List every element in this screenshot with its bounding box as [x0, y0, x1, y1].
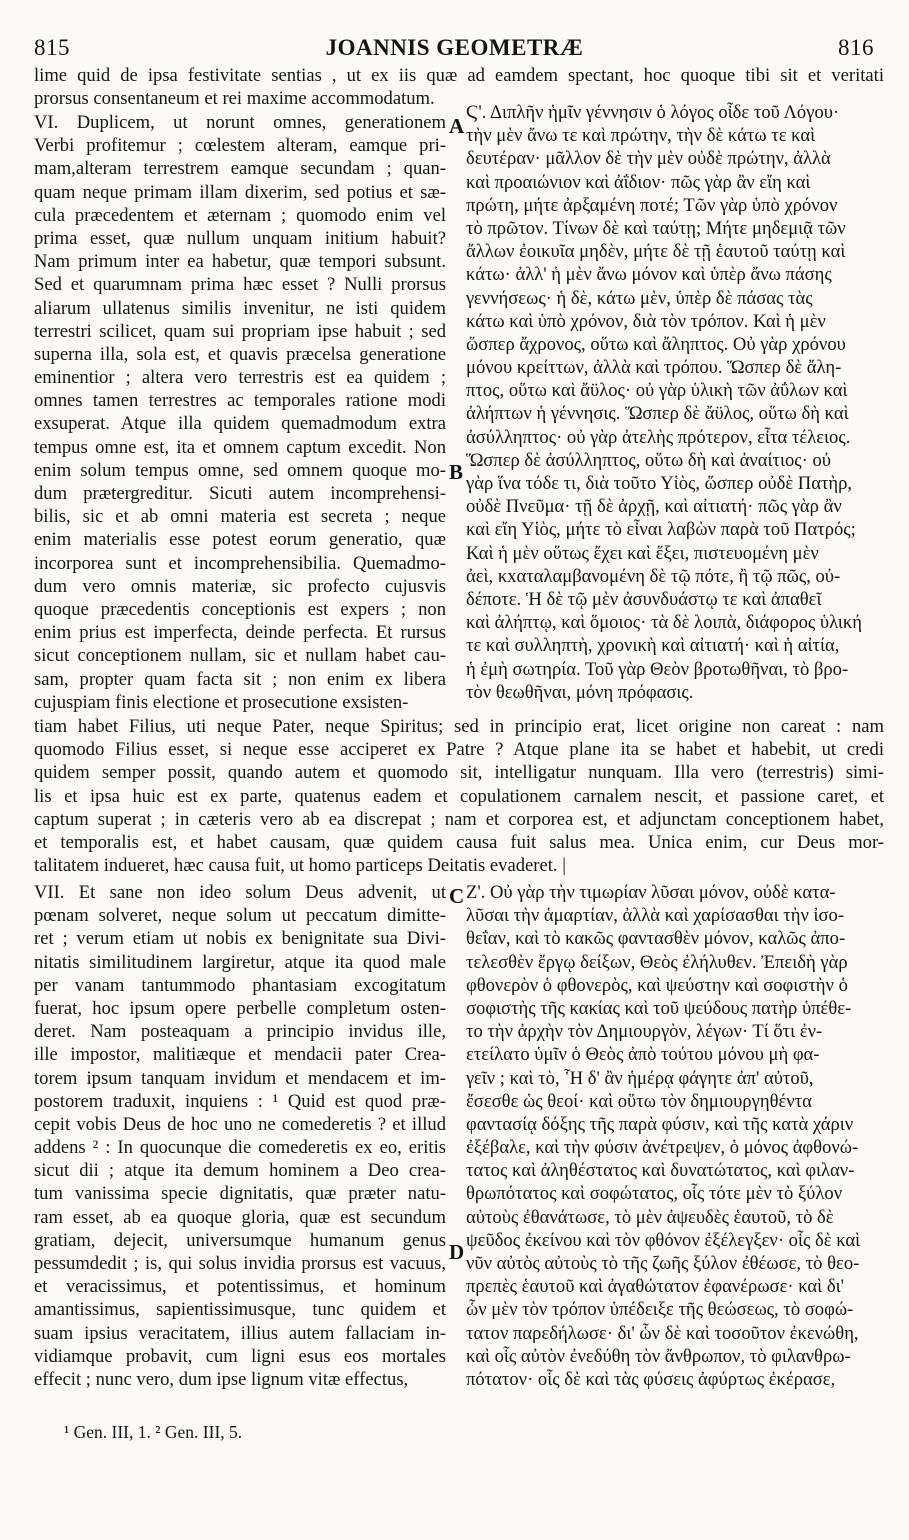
- text-line: dum prætergreditur. Sicuti autem incomprehensi-: [34, 483, 446, 504]
- text-line: Sed et quarumnam prima hæc esset ? Nulli prorsus: [34, 274, 446, 296]
- text-line: gratiam, dejecit, universumque humanum genus: [34, 1229, 446, 1251]
- text-line: talitatem indueret, hæc causa fuit, ut homo particeps Deitatis evaderet. |: [34, 855, 566, 877]
- section-6-greek-column: [466, 101, 884, 704]
- text-line: per vanam tantummodo phantasiam excogitatum: [34, 974, 446, 996]
- text-line: ἀεὶ, κxαταλαμβανομένη δὲ τῷ πότε, ἢ τῷ πῶς, οὐ-: [466, 565, 841, 587]
- text-line: lis et ipsa huic est ex parte, quatenus eadem et copulationem carnalem nescit, et passione caret, et: [34, 785, 884, 807]
- text-line: τατος καὶ ἀληθέστατος καὶ δυνατώτατος, καὶ φιλαν-: [466, 1160, 855, 1182]
- text-line: suam ipsius veracitatem, illius autem fallaciam in-: [34, 1322, 446, 1344]
- text-line: et temporalis est, et habet causam, quæ quidem causa fuit salus mea. Unica enim, cur Deus mor-: [34, 831, 884, 853]
- text-line: Καὶ ἡ μὲν οὕτως ἔχει καὶ ἕξει, πιστευομένη μὲν: [466, 542, 819, 564]
- text-line: prorsus consentaneum et rei maxime accommodatum.: [34, 88, 435, 110]
- text-line: ram esset, ab ea quoque gloria, quæ est secundum: [34, 1206, 446, 1228]
- text-line: enim prius est imperfecta, deinde perfecta. Et rursus: [34, 622, 446, 644]
- text-line: ἀλήπτων ἡ γέννησις. Ὥσπερ δὲ ἄϋλος, οὕτω δὴ καὶ: [466, 403, 849, 425]
- text-line: tempus omne est, ita et omnem captum excedit. Non: [34, 436, 446, 458]
- margin-letter-c: C: [449, 884, 465, 908]
- text-line: amantissimus, sapientissimusque, tunc quidem et: [34, 1299, 446, 1321]
- text-line: πτος, οὕτω καὶ ἄϋλος· οὐ γὰρ ὑλικὴ τῶν ἀΰλων καὶ: [466, 380, 848, 402]
- text-line: aliarum ullatenus similis invenitur, ne isti quidem: [34, 297, 446, 319]
- text-line: τελεσθὲν ἔργῳ δείξων, Θεὸς ἐλήλυθεν. Ἐπειδὴ γὰρ: [466, 951, 848, 973]
- page-number-right: 816: [838, 35, 874, 60]
- section-6-latin-column: [34, 111, 446, 714]
- text-line: γεννήσεως· ἡ δὲ, κάτω μὲν, ὑπὲρ δὲ πάσας τὰς: [466, 287, 813, 309]
- text-line: τὸν θεωθῆναι, μόνη πρόφασις.: [466, 681, 694, 703]
- text-line: καὶ προαιώνιον καὶ ἀΐδιον· πῶς γὰρ ἂν εἴη καὶ: [466, 171, 811, 193]
- text-line: ἔσεσθε ὡς θεοί· καὶ οὕτω τὸν δημιουργηθέντα: [466, 1090, 812, 1112]
- text-line: enim materialis esse potest eorum generatio, quæ: [34, 529, 446, 551]
- text-line: lime quid de ipsa festivitate sentias , ut ex iis quæ ad eamdem spectant, hoc quoque tibi sit et veritati: [34, 65, 884, 86]
- text-line: τὸ πρῶτον. Τίνων δὲ καὶ ταύτῃ; Μήτε μηδεμιᾷ τῶν: [466, 217, 846, 239]
- text-line: πρεπὲς ἑαυτοῦ καὶ ἀγαθώτατον ἐφανέρωσε· καὶ δι': [466, 1276, 844, 1298]
- text-line: vidiamque probavit, cum ligni esus eos mortales: [34, 1345, 446, 1367]
- text-line: καὶ οἷς αὐτὸν ἐνεδύθη τὸν ἄνθρωπον, τὸ φιλανθρω-: [466, 1345, 851, 1367]
- text-line: ψεῦδος ἐκείνου καὶ τὸν φθόνον ἐξέλεγξεν· οἷς δὲ καὶ: [466, 1229, 861, 1251]
- section-7-greek-column: [466, 881, 884, 1391]
- text-line: καὶ εἴη Υἱὸς, μήτε τὸ εἶναι λαβὼν παρὰ τοῦ Πατρός;: [466, 519, 856, 541]
- text-line: ἄλλων ἐοικυῖα μηδὲν, μήτε δὲ τῇ ἑαυτοῦ ταύτῃ καὶ: [466, 241, 846, 263]
- text-line: pœnam solveret, neque solum ut peccatum dimitte-: [34, 905, 446, 927]
- text-line: dum vero omnis materiæ, sic profecto cujusvis: [34, 575, 446, 597]
- text-line: ὧν μὲν τὸν τρόπον ὑπέδειξε τῆς θεώσεως, τὸ σοφώ-: [466, 1299, 854, 1321]
- text-line: superna illa, sola est, et quavis præcelsa generatione: [34, 343, 446, 365]
- text-line: pessumdedit ; is, qui solus invidia prorsus est vacuus,: [34, 1253, 446, 1274]
- text-line: torem ipsum tanquam invidum et mendacem et im-: [34, 1067, 446, 1089]
- text-line: πρώτη, μήτε ἀρξαμένη ποτέ; Τῶν γὰρ ὑπὸ χρόνον: [466, 194, 838, 216]
- text-line: θρωπότατος καὶ σοφώτατος, οἷς τότε μὲν τὸ ξύλον: [466, 1183, 843, 1205]
- text-line: tum vanissima specie dignitatis, quæ præter natu-: [34, 1183, 446, 1205]
- text-line: bilis, sic et ab omni materia est secreta ; neque: [34, 506, 446, 528]
- text-line: enim solum tempus omne, sed omnem quoque mo-: [34, 459, 446, 481]
- text-line: τὴν μὲν ἄνω τε καὶ πρώτην, τὴν δὲ κάτω τε καὶ: [466, 125, 816, 147]
- text-line: ετείλατο ὑμῖν ὁ Θεὸς ἀπὸ τούτου μόνου μὴ φα-: [466, 1044, 820, 1066]
- text-line: omnes tamen terrestres ac temporales ratione modi: [34, 390, 446, 412]
- text-line: cepit vobis Deus de hoc uno ne comederetis ? et illud: [34, 1113, 446, 1135]
- text-line: θεΐαν, καὶ τὸ κακῶς φαντασθὲν μόνον, καλῶς ἀπο-: [466, 928, 846, 950]
- text-line: sicut dii ; atque ita demum hominem a Deo crea-: [34, 1160, 446, 1182]
- text-line: addens ² : In quocunque die comederetis ex eo, eritis: [34, 1137, 446, 1159]
- text-line: terrestri scilicet, quam sui propriam ipse habuit ; sed: [34, 320, 446, 342]
- text-line: ret ; verum etiam ut nobis ex benignitate sua Divi-: [34, 928, 446, 950]
- text-line: deret. Nam posteaquam a principio invidus ille,: [34, 1021, 446, 1043]
- text-line: γεῖν ; καὶ τὸ, Ἧ δ' ἂν ἡμέρᾳ φάγητε ἀπ' αὐτοῦ,: [466, 1067, 814, 1089]
- text-line: λῦσαι τὴν ἁμαρτίαν, ἀλλὰ καὶ χαρίσασθαι τὴν ἰσο-: [466, 905, 845, 927]
- text-line: τατον παρεδήλωσε· δι' ὧν δὲ καὶ τοσοῦτον ἐκενώθη,: [466, 1322, 859, 1344]
- text-line: cujuspiam finis electione et prosecutione exsisten-: [34, 691, 409, 713]
- margin-letter-a: A: [449, 114, 465, 138]
- text-line: ἡ ἐμὴ σωτηρία. Τοῦ γὰρ Θεὸν βροτωθῆναι, τὸ βρο-: [466, 658, 849, 680]
- text-line: κάτω καὶ ὑπὸ χρόνον, διὰ τὸν τρόπον. Καὶ ἡ μὲν: [466, 310, 826, 332]
- text-line: δευτέραν· μᾶλλον δὲ τὴν μὲν οὐδὲ πρώτην, ἀλλὰ: [466, 148, 831, 170]
- text-line: Nam primum inter ea habetur, quæ tempori subsunt.: [34, 251, 446, 273]
- text-line: Ὥσπερ δὲ ἀσύλληπτος, οὕτω δὴ καὶ ἀναίτιος· οὐ: [466, 449, 831, 471]
- text-line: μόνου κρείττων, ἀλλὰ καὶ τρόπου. Ὥσπερ δὲ ἄλη-: [466, 357, 842, 379]
- text-line: τε καὶ συλληπτὴ, χρονικὴ καὶ αἰτιατή· καὶ ἡ αἰτία,: [466, 635, 840, 657]
- text-line: effecit ; nunc vero, dum ipse lignum vitæ effectus,: [34, 1368, 409, 1390]
- text-line: οὐδὲ Πνεῦμα· τῇ δὲ ἀρχῇ, καὶ αἰτιατή· πῶς γὰρ ἂν: [466, 496, 842, 518]
- text-line: incorporea sunt et incomprehensibilia. Quemadmo-: [34, 552, 446, 574]
- footnotes: ¹ Gen. III, 1. ² Gen. III, 5.: [64, 1422, 243, 1442]
- section-6-continuation: [34, 715, 884, 877]
- text-line: postorem traduxit, inquiens : ¹ Quid est quod præ-: [34, 1090, 446, 1112]
- text-line: φθονερὸν ὁ φθονερὸς, καὶ ψεύστην καὶ σοφιστὴν ὁ: [466, 974, 848, 996]
- section-7-latin-column: [34, 881, 446, 1391]
- text-line: δέποτε. Ἡ δὲ τῷ μὲν ἀσυνδυάστῳ τε καὶ ἀπαθεῖ: [466, 588, 822, 610]
- text-line: eminentior ; altera vero terrestris est ea quidem ;: [34, 367, 446, 389]
- text-line: Ϛ'. Διπλῆν ἡμῖν γέννησιν ὁ λόγος οἶδε τοῦ Λόγου·: [466, 102, 840, 123]
- text-line: ἀσύλληπτος· οὐ γὰρ ἀτελὴς πρότερον, εἶτα τέλειος.: [466, 426, 851, 448]
- text-line: nitatis similitudinem largiretur, atque ita quod male: [34, 951, 446, 973]
- text-line: Ζ'. Οὐ γὰρ τὴν τιμωρίαν λῦσαι μόνον, οὐδὲ κατα-: [466, 882, 836, 903]
- text-line: γὰρ ἵνα τόδε τι, διὰ τοῦτο Υἱὸς, ὥσπερ οὐδὲ Πατὴρ,: [466, 473, 853, 494]
- text-line: prima esset, quæ nullum unquam initium habuit?: [34, 227, 446, 249]
- text-line: φαντασίᾳ δόξης τῆς παρὰ φύσιν, καὶ τῆς κατὰ χάριν: [466, 1113, 854, 1135]
- text-line: et veracissimus, et potentissimus, et hominum: [34, 1276, 446, 1298]
- text-line: πότατον· οἷς δὲ καὶ τὰς φύσεις ἀφύρτως ἐκέρασε,: [466, 1368, 836, 1390]
- text-line: exsuperat. Atque illa quidem quemadmodum extra: [34, 413, 446, 435]
- text-line: Verbi profitemur ; cœlestem alteram, eamque pri-: [34, 135, 446, 157]
- text-line: fuerat, hoc ipsum opere perbelle completum osten-: [34, 997, 446, 1019]
- text-line: captum superat ; in cæteris vero ab ea discrepat ; nam et corporea est, et adjunctam conceptionem habet,: [34, 808, 884, 830]
- text-line: το τὴν ἀρχὴν τὸν Δημιουργὸν, λέγων· Τί ὅτι ἐν-: [466, 1021, 823, 1043]
- text-line: ὥσπερ ἄχρονος, οὕτω καὶ ἄληπτος. Οὐ γὰρ χρόνου: [466, 333, 846, 355]
- text-line: αὐτοὺς ἐθανάτωσε, τὸ μὲν ἀψευδὲς ἑαυτοῦ, τὸ δὲ: [466, 1206, 834, 1228]
- text-line: quoque præcedentis conceptionis est expers ; non: [34, 598, 446, 620]
- text-line: νῦν αὐτὸς αὐτοὺς τὸ τῆς ζωῆς ξύλον ἐθέωσε, τὸ θεο-: [466, 1253, 860, 1274]
- text-line: VII. Et sane non ideo solum Deus advenit, ut: [34, 882, 446, 903]
- text-line: sam, propter quam facta sit ; non enim ex libera: [34, 668, 446, 690]
- text-line: ille impostor, malitiæque et mendacii pater Crea-: [34, 1044, 446, 1066]
- text-line: κάτω· ἀλλ' ἡ μὲν ἄνω μόνον καὶ ὑπὲρ ἄνω πάσης: [466, 264, 832, 286]
- text-line: tiam habet Filius, uti neque Pater, neque Spiritus; sed in principio erat, licet origine non careat : nam: [34, 716, 884, 737]
- margin-letter-d: D: [449, 1240, 465, 1264]
- running-title: JOANNIS GEOMETRÆ: [325, 35, 584, 60]
- text-line: cula præcedentem et æternam ; quomodo enim vel: [34, 204, 446, 226]
- text-line: VI. Duplicem, ut norunt omnes, generationem: [34, 112, 446, 133]
- page-number-left: 815: [34, 35, 70, 60]
- margin-letter-b: B: [449, 460, 464, 484]
- text-line: sicut conceptionem nullam, sic et nullam habet cau-: [34, 645, 446, 667]
- text-line: καὶ ἀλήπτῳ, καὶ ὅμοιος· τὰ δὲ λοιπὰ, διάφορος ὑλική: [466, 612, 863, 634]
- text-line: ἐξέβαλε, καὶ τὴν φύσιν ἀνέτρεψεν, ὁ μόνος ἀφθονώ-: [466, 1137, 859, 1159]
- text-line: quidem semper possit, quando autem et quomodo sit, intelligatur nunquam. Illa vero (terrestris) simi-: [34, 762, 884, 784]
- text-line: quam neque primam illam dixerim, sed potius et sæ-: [34, 181, 446, 203]
- text-line: σοφιστὴς τῆς κακίας καὶ τοῦ ψεύδους πατὴρ ὑπέθε-: [466, 997, 852, 1019]
- text-line: quomodo Filius esset, si neque esse acciperet ex Patre ? Atque plane ita se habet et habebit, ut credi: [34, 739, 884, 761]
- text-line: mam,alteram terrestrem eamque secundam ; quan-: [34, 158, 446, 180]
